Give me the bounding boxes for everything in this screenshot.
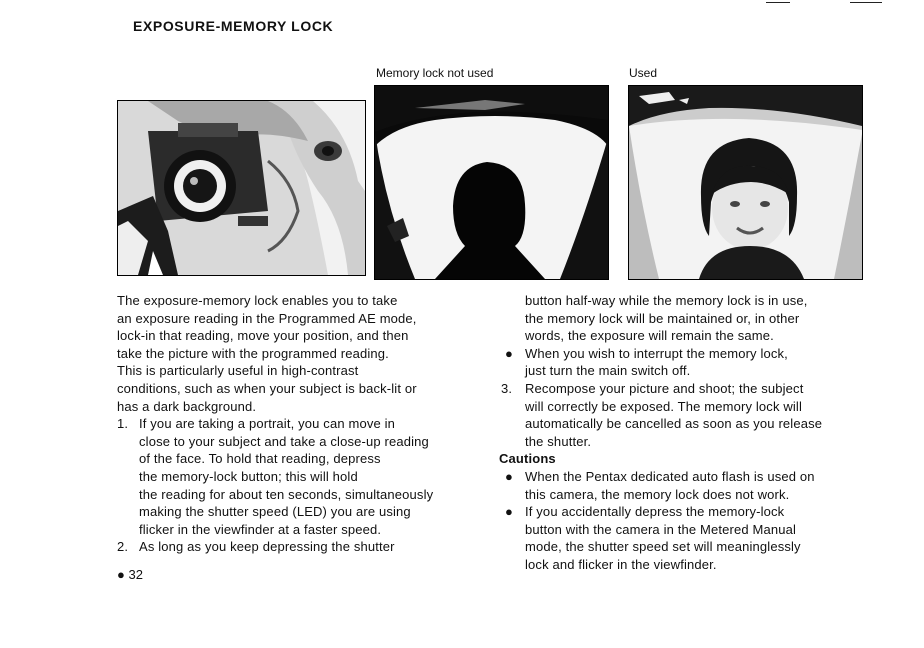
caution-line: mode, the shutter speed set will meaninglessly — [525, 539, 801, 555]
caution-1 — [499, 468, 879, 503]
caution-line: this camera, the memory lock does not work. — [525, 486, 790, 502]
bullet-icon: ● — [505, 504, 514, 520]
step-1-line: the memory-lock button; this will hold — [139, 468, 358, 484]
step-1 — [117, 415, 492, 538]
top-rule-left — [766, 2, 790, 3]
step-1-line: flicker in the viewfinder at a faster speed. — [139, 521, 382, 537]
caution-line: When the Pentax dedicated auto flash is used on — [525, 468, 815, 484]
right-column — [499, 292, 879, 574]
step-2 — [117, 538, 492, 556]
page-number-block — [117, 567, 143, 582]
top-rule-right — [850, 2, 882, 3]
left-column — [117, 292, 492, 556]
page-title: EXPOSURE-MEMORY LOCK — [133, 18, 334, 34]
step-2-line: button half-way while the memory lock is in use, — [525, 293, 808, 308]
caution-line: button with the camera in the Metered Manual — [525, 521, 797, 537]
step-3-line: automatically be cancelled as soon as you release — [525, 416, 823, 432]
note-line: When you wish to interrupt the memory lock, — [525, 345, 788, 361]
caution-line: If you accidentally depress the memory-lock — [525, 504, 785, 520]
note-bullet — [499, 345, 879, 380]
step-2-number: 2. — [117, 539, 129, 555]
step-2-line: As long as you keep depressing the shutter — [139, 539, 395, 555]
caption-not-used: Memory lock not used — [376, 66, 494, 80]
cautions-heading: Cautions — [499, 451, 556, 467]
step-1-line: close to your subject and take a close-up reading — [139, 433, 429, 449]
caution-2 — [499, 503, 879, 573]
bullet-icon: ● — [505, 468, 514, 484]
intro-line: lock-in that reading, move your position, and then — [117, 328, 409, 344]
photo-memory-lock-not-used — [374, 85, 609, 280]
step-1-line: If you are taking a portrait, you can move in — [139, 416, 396, 432]
step-1-number: 1. — [117, 416, 129, 432]
page-number: 32 — [128, 567, 143, 582]
photo-camera-portrait — [117, 100, 366, 276]
intro-line: an exposure reading in the Programmed AE mode, — [117, 310, 417, 326]
intro-line: conditions, such as when your subject is back-lit or — [117, 380, 417, 396]
intro-line: The exposure-memory lock enables you to take — [117, 293, 398, 308]
step-3-line: will correctly be exposed. The memory lock will — [525, 398, 803, 414]
step-3-line: Recompose your picture and shoot; the subject — [525, 380, 804, 396]
step-1-line: of the face. To hold that reading, depress — [139, 451, 381, 467]
step-3-line: the shutter. — [525, 433, 592, 449]
step-3-number: 3. — [501, 380, 513, 396]
intro-line: has a dark background. — [117, 398, 257, 414]
caption-used: Used — [629, 66, 658, 80]
note-line: just turn the main switch off. — [525, 363, 691, 379]
step-2-line: words, the exposure will remain the same. — [525, 328, 774, 344]
bullet-icon: ● — [117, 567, 125, 582]
caution-line: lock and flicker in the viewfinder. — [525, 556, 717, 572]
step-1-line: the reading for about ten seconds, simultaneously — [139, 486, 434, 502]
bullet-icon: ● — [505, 345, 514, 361]
photo-memory-lock-used — [628, 85, 863, 280]
intro-line: This is particularly useful in high-contrast — [117, 363, 359, 379]
step-1-line: making the shutter speed (LED) you are using — [139, 504, 411, 520]
step-3 — [499, 380, 879, 450]
step-2-continued — [499, 292, 879, 345]
step-2-line: the memory lock will be maintained or, in other — [525, 310, 800, 326]
intro-line: take the picture with the programmed reading. — [117, 345, 389, 361]
